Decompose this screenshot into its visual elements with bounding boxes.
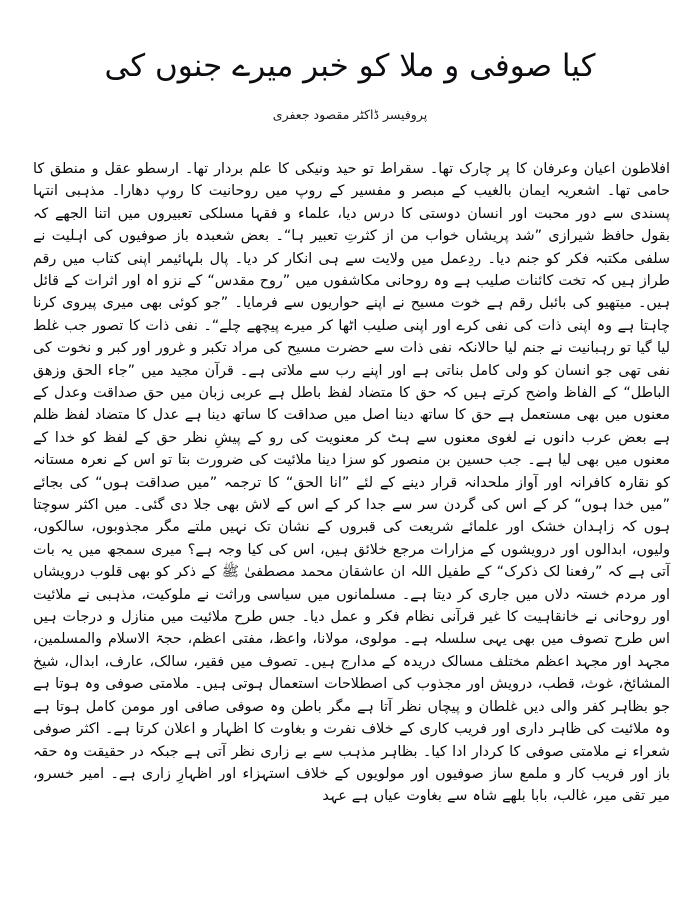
article-body	[33, 158, 670, 808]
body-paragraph: افلاطون اعیان وعرفان کا پر چارک تھا۔ سقراط تو حید ونیکی کا علم بردار تھا۔ ارسطو عقل و منطق کا حامی تھا۔ اشعریہ ایمان بالغیب کے مبصر و مفسیر کے روپ میں روحانیت کا روپ دھارا۔ مذہبی انتہا پسندی سے دور محبت اور انسان دوستی کا درس دیا، علماء و فقہا مسلکی تعبیروں میں اتنا الجھے کہ بقول حافظ شیرازی ”شد پریشاں خواب من از کثرتِ تعبیر ہا“۔ بعض شعبدہ باز صوفیوں کی اہلیت نے سلفی مکتبہ فکر کو جنم دیا۔ ردِعمل میں ولایت سے ہی انکار کر دیا۔ پال بلہائیمر اپنی کتاب میں رقم طراز ہیں کہ تخت کائنات صلیب ہے وہ روحانی مکاشفوں میں ”روح مقدس“ کے نزو اہ اور اثرات کے قائل ہیں۔ میتھیو کی بائبل رقم ہے خوت مسیح نے اپنے حواریوں سے فرمایا۔ ”جو کوئی بھی میری پیروی کرنا چاہتا ہے وہ اپنی ذات کی نفی کرے اور اپنی صلیب اٹھا کر میرے پیچھے چلے“۔ نفی ذات کا تصور جب غلط لیا گیا تو رہبانیت نے جنم لیا حالانکہ نفی ذات سے حضرت مسیح کی مراد تکبر و غرور اور کبر و نخوت کی نفی تھی جو انسان کو ولی کامل بناتی ہے اور اپنے رب سے ملاتی ہے۔ قرآن مجید میں ”جاء الحق وزھق الباطل“ کے الفاظ واضح کرتے ہیں کہ حق کا متضاد لفظ باطل ہے عربی زبان میں حق صداقت وعدل کے معنوں میں بھی مستعمل ہے حق کا ساتھ دینا اصل میں صداقت کا ساتھ دینا ہے عدل کا متضاد لفظ ظلم ہے بعض عرب دانوں نے لغوی معنوں سے ہٹ کر معنویت کی رو کے پیشِ نظر حق کے لفظ کو خدا کے معنوں میں بھی لیا ہے۔ جب حسین بن منصور کو سزا دینا ملائیت کی ضرورت بتا تو اس کے نعرہ مستانہ کو نقارہ کافرانہ اور آواز ملحدانہ قرار دینے کے لئے ”انا الحق“ کا ترجمہ ”میں صداقت ہوں“ کی بجائے ”میں خدا ہوں“ کر کے اس کی گردن سر سے جدا کر کے اس کے لاش بھی جلا دی گئی۔ میں اکثر سوچتا ہوں کہ زاہدان خشک اور علمائے شریعت کی قبروں کے نشان تک نہیں ملتے مگر مجذوبوں، سالکوں، ولیوں، ابدالوں اور درویشوں کے مزارات مرجع خلائق ہیں، اس کی کیا وجہ ہے؟ میری سمجھ میں یہ بات آتی ہے کہ ”رفعنا لک ذکرک“ کے طفیل اللہ ان عاشقان محمد مصطفیٰ ﷺ کے ذکر کو بھی قلوب درویشاں اور مردم خستہ دلاں میں جاری کر دیتا ہے۔ مسلمانوں میں سیاسی وراثت نے ملوکیت، مذہبی نے ملائیت اور روحانی نے خانقاہیت کا غیر قرآنی نظام فکر و عمل دیا۔ جس طرح ملائیت میں منازل و درجات ہیں اس طرح تصوف میں بھی یہی سلسلہ ہے۔ مولوی، مولانا، واعظ، مفتی اعظم، حجۃ الاسلام والمسلمین، مجہد اور مجہد اعظم مختلف مسالک دریدہ کے مدارج ہیں۔ تصوف میں فقیر، سالک، عارف، ابدال، شیخ المشائخ، غوث، قطب، درویش اور مجذوب کی اصطلاحات استعمال ہوتی ہیں۔ ملامتی صوفی وہ ہوتا ہے جو بظاہر کفر والی دیں غلطان و پیچاں نظر آتا ہے مگر باطن وہ صوفی صافی اور مومن کامل ہوتا ہے وہ ملائیت کی ظاہر داری اور فریب کاری کے خلاف نفرت و بغاوت کا اظہار و اعلان کرتا ہے۔ اکثر صوفی شعراء نے ملامتی صوفی کا کردار ادا کیا۔ بظاہر مذہب سے بے زاری نظر آتی ہے جبکہ در حقیقت وہ حقہ باز اور فریب کار و ملمع ساز صوفیوں اور مولویوں کے خلاف استہزاء اور اظہارِ زاری ہے۔ امیر خسرو، میر تقی میر، غالب، بابا بلھے شاہ سے بغاوت عیاں ہے عہد	[33, 160, 670, 805]
title-block	[0, 0, 700, 122]
page-title: کیا صوفی و ملا کو خبر میرے جنوں کی	[104, 48, 596, 84]
author-byline: پروفیسر ڈاکٹر مقصود جعفری	[272, 106, 428, 122]
